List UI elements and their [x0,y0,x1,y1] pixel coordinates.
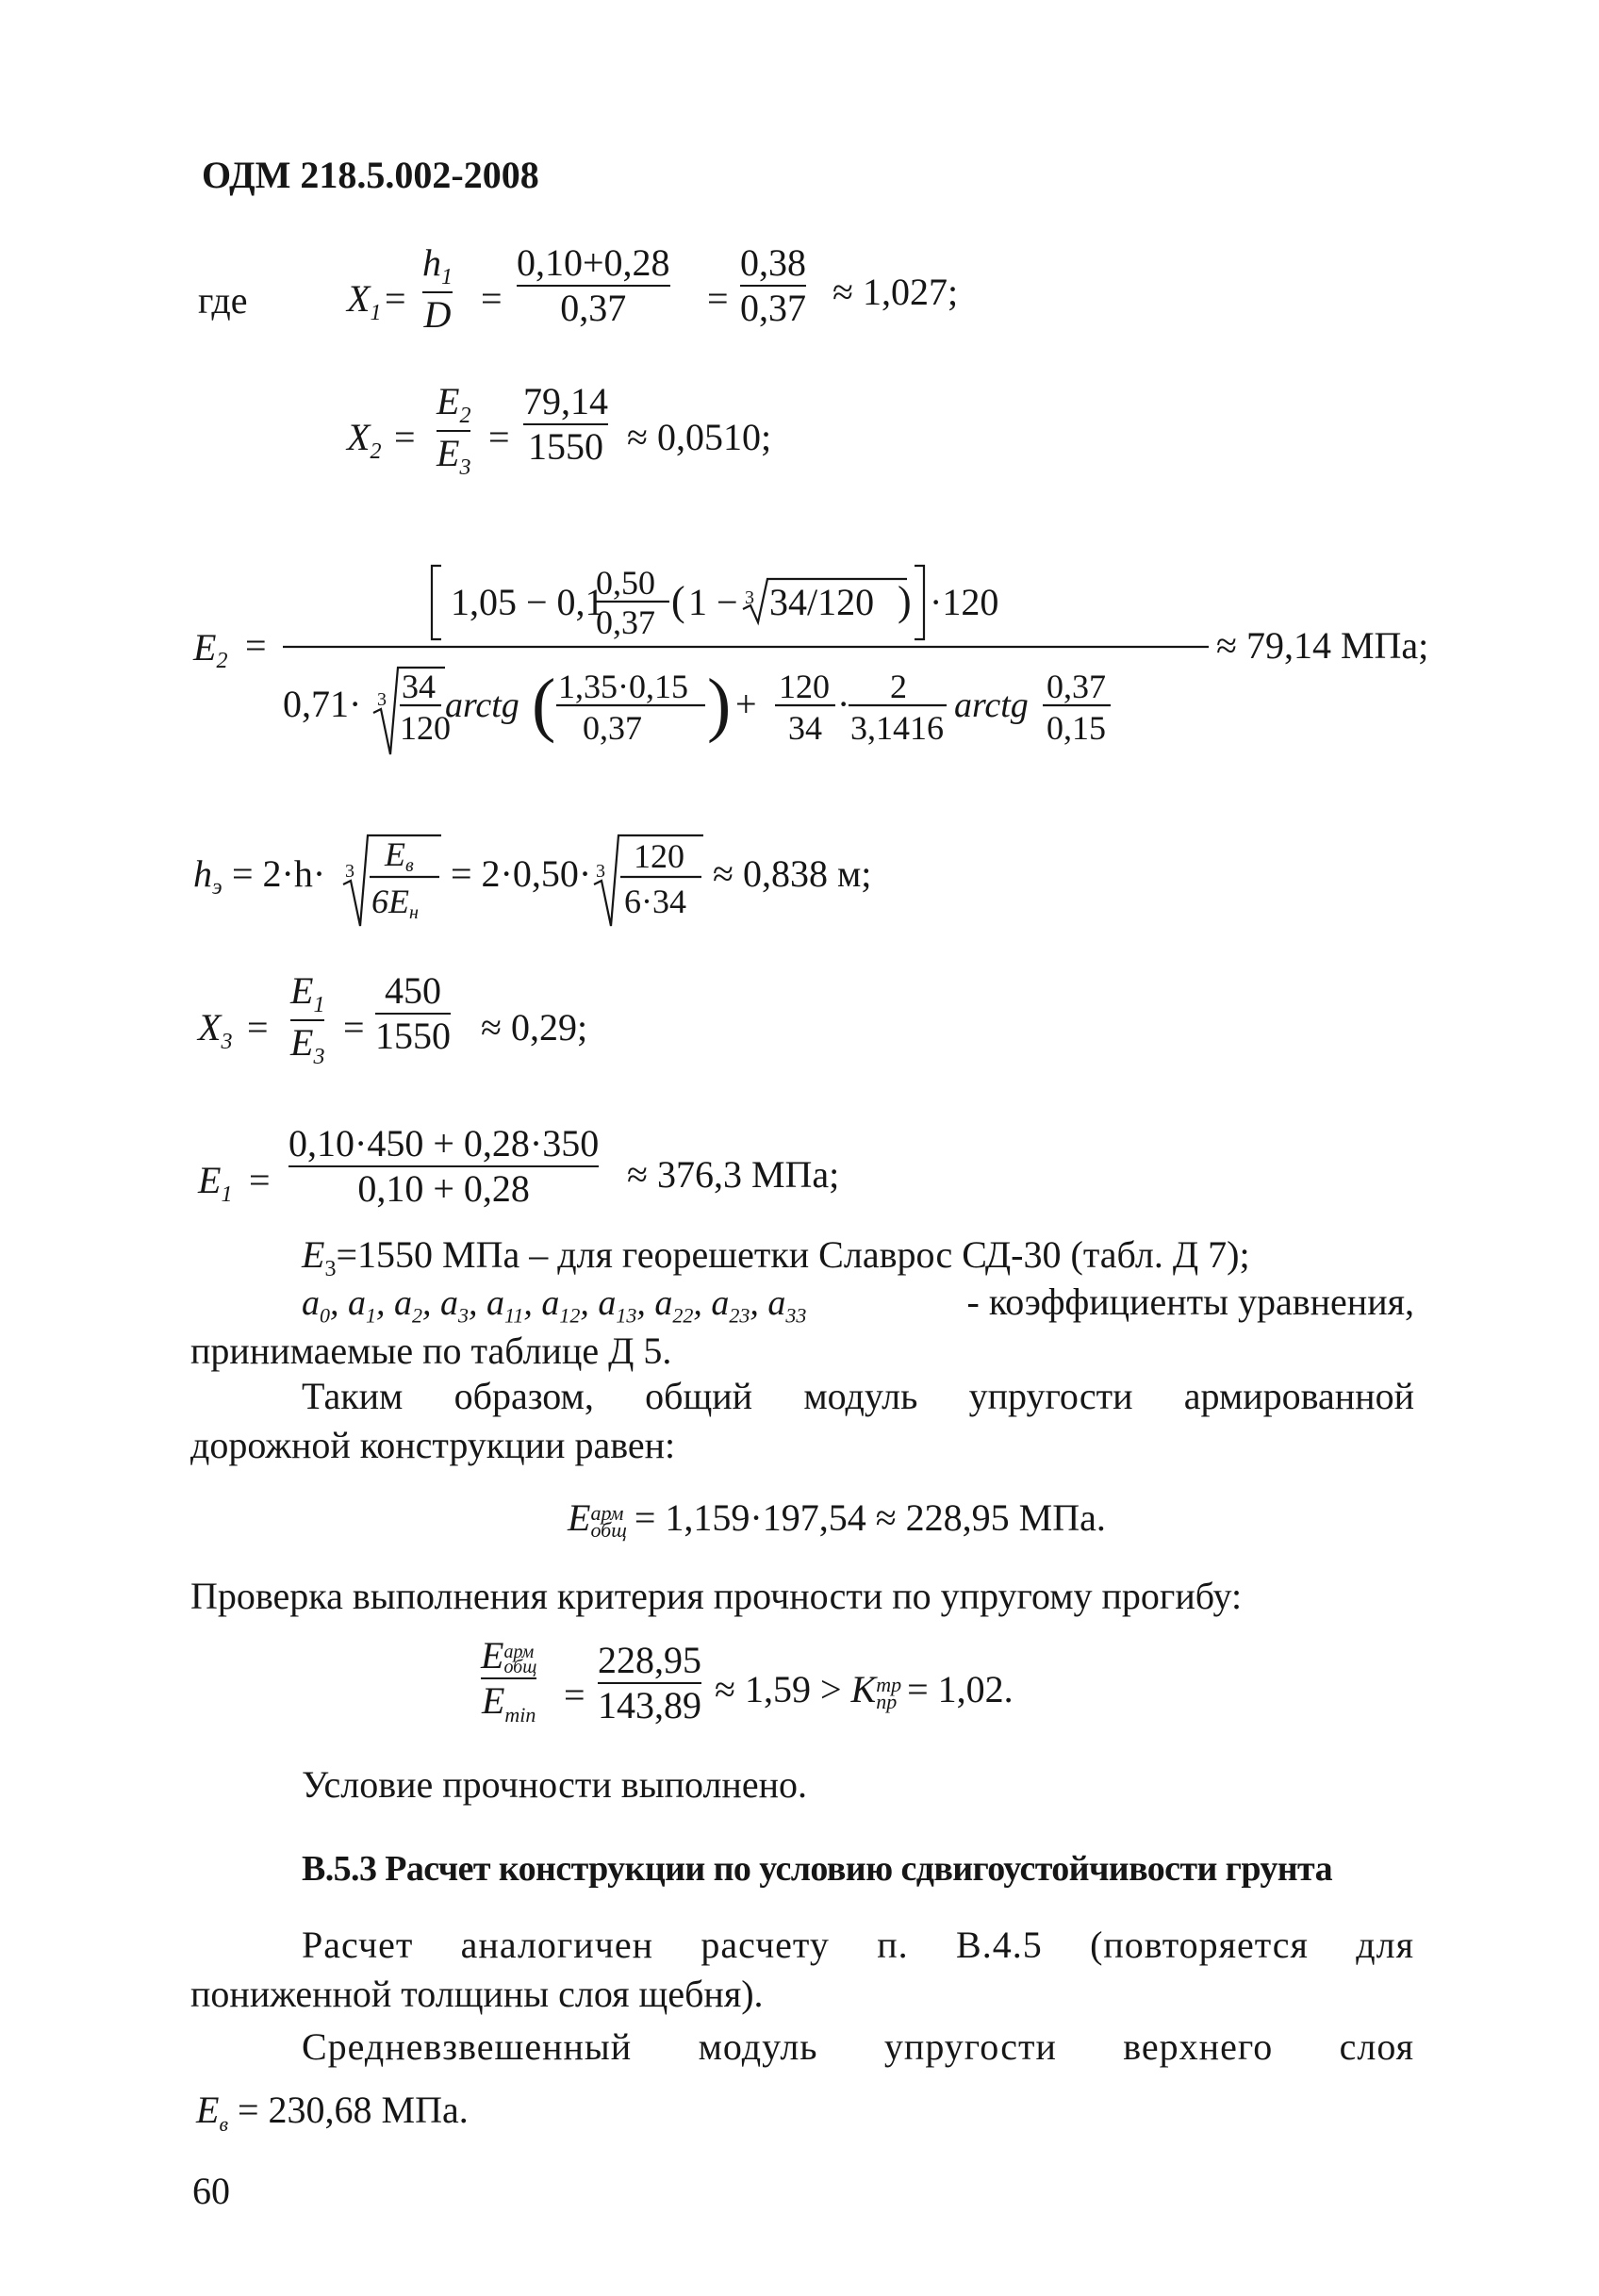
eq-sign: = [564,1674,585,1716]
plus-sign: + [735,683,757,725]
page-number: 60 [192,2170,230,2212]
paren-close: ) [898,578,912,624]
he-part2: = 2·0,50· [451,852,592,895]
e2-arctg-den: 0,37 [583,709,642,747]
e2-f2-num: 120 [779,668,830,705]
e2-times-120: ·120 [930,581,999,623]
e2-root-arg: 34/120 [769,581,875,623]
paragraph-check: Проверка выполнения критерия прочности по упругому прогибу: [190,1575,1243,1617]
e2-num-frac-bottom: 0,37 [596,603,655,641]
e2-arctg1: arctg [445,685,519,725]
root-index: 3 [745,587,754,608]
big-paren-open: ( [532,665,556,744]
x1-frac3: 0,38 0,37 [740,241,806,329]
eq-sign: = [488,416,510,458]
paragraph-weighted-modulus: Средневзвешенный модуль упругости верхнего слоя [302,2025,1414,2068]
eq-sign: = [245,624,267,667]
e2-den-root-den: 120 [400,709,451,747]
root-index: 3 [345,861,354,882]
x2-result: ≈ 0,0510; [627,416,772,458]
paragraph-total-modulus: Таким образом, общий модуль упругости армированной [302,1375,1414,1417]
he-root2-num: 120 [634,837,684,875]
eq-sign: = [394,416,416,458]
formula-eobsh: E арм общ = 1,159·197,54 ≈ 228,95 МПа. [568,1496,1106,1542]
he-result: ≈ 0,838 м; [713,852,872,895]
e1-lhs: $E_1$ [198,1159,233,1207]
he-root2-den: 6·34 [624,883,686,920]
check-frac1: E арм общ $E_{min}$ [481,1634,537,1726]
left-bracket [432,566,441,639]
e1-frac: 0,10·450 + 0,28·350 0,10 + 0,28 [288,1122,600,1210]
where-word: где [198,279,248,322]
dot: · [837,683,850,725]
e2-paren-inner: 1 − [688,581,738,623]
big-paren-close: ) [707,665,732,744]
eq-sign: = [707,277,729,320]
check-mid: ≈ 1,59 > K тр пр = 1,02. [715,1668,1014,1713]
e3-line: $E_3=1550$ МПа – для георешетки Славрос СД-30 (табл. Д 7); [302,1233,1250,1281]
x1-result: ≈ 1,027; [832,271,959,313]
paragraph-calculation: Расчет аналогичен расчету п. В.4.5 (повторяется для [302,1924,1414,1966]
paragraph-total-modulus-2: дорожной конструкции равен: [190,1424,676,1466]
paragraph-calculation-2: пониженной толщины слоя щебня). [190,1973,764,2015]
x3-lhs: $X_3$ [198,1006,233,1054]
eq-sign: = [247,1006,269,1049]
e2-result: ≈ 79,14 МПа; [1216,624,1429,667]
e2-f3-num: 2 [890,668,907,705]
x2-frac2: 79,14 1550 [523,380,608,468]
x3-frac1: $E_1$ $E_3$ [290,969,325,1070]
x1-frac2: 0,10+0,28 0,37 [517,241,670,329]
e2-num-main: 1,05 − 0,1 [451,581,604,623]
he-lhs: $h_э$ [193,852,223,900]
x3-frac2: 450 1550 [375,969,451,1057]
formula-ev: $E_в = 230,68$ МПа. [196,2089,469,2136]
he-root-den: 6Eн [371,883,419,923]
root-index: 3 [377,689,387,710]
e2-f4-den: 0,15 [1047,709,1106,747]
check-frac2: 228,95 143,89 [598,1639,701,1726]
coefficients-line-2: принимаемые по таблице Д 5. [190,1330,672,1372]
e1-result: ≈ 376,3 МПа; [627,1153,840,1196]
eq-sign: = [343,1006,365,1049]
x2-lhs: $X_2$ [347,416,382,464]
x3-result: ≈ 0,29; [481,1006,588,1049]
he-root-num: Eв [385,835,414,876]
document-code: ОДМ 218.5.002-2008 [202,154,539,196]
e2-num-frac-top: 0,50 [596,564,655,602]
x2-frac1: $E_2$ $E_3$ [437,380,471,481]
e2-f2-den: 34 [788,709,822,747]
eq-sign: = [385,277,406,320]
e2-arctg2: arctg [954,685,1029,725]
paren-open: ( [671,578,685,624]
e2-f3-den: 3,1416 [850,709,944,747]
formula-e2 [189,528,1471,773]
e2-f4-num: 0,37 [1047,668,1106,705]
root-index: 3 [596,861,605,882]
e2-lhs: $E_2$ [193,626,228,673]
e2-den-coef: 0,71· [283,683,362,725]
right-bracket [915,566,924,639]
he-part1: = 2·h· [232,852,326,895]
e2-arctg-num: 1,35·0,15 [558,668,688,705]
formula-he [189,811,1037,933]
eq-sign: = [249,1159,271,1201]
x1-lhs: $X_1$ [347,277,382,325]
section-heading: В.5.3 Расчет конструкции по условию сдвигоустойчивости грунта [302,1849,1332,1889]
coefficients-line: $a_0$, $a_1$, $a_2$, $a_3$, $a_{11}$, $a_{12}$, $a_{13}$, $a_{22}$, $a_{23}$, $a_{33}$ - коэффициенты уравнения, [302,1280,1414,1328]
e2-den-root-num: 34 [402,668,436,705]
x1-frac1: $h_1$ D [422,241,453,337]
eq-sign: = [481,277,503,320]
condition-text: Условие прочности выполнено. [302,1763,807,1806]
